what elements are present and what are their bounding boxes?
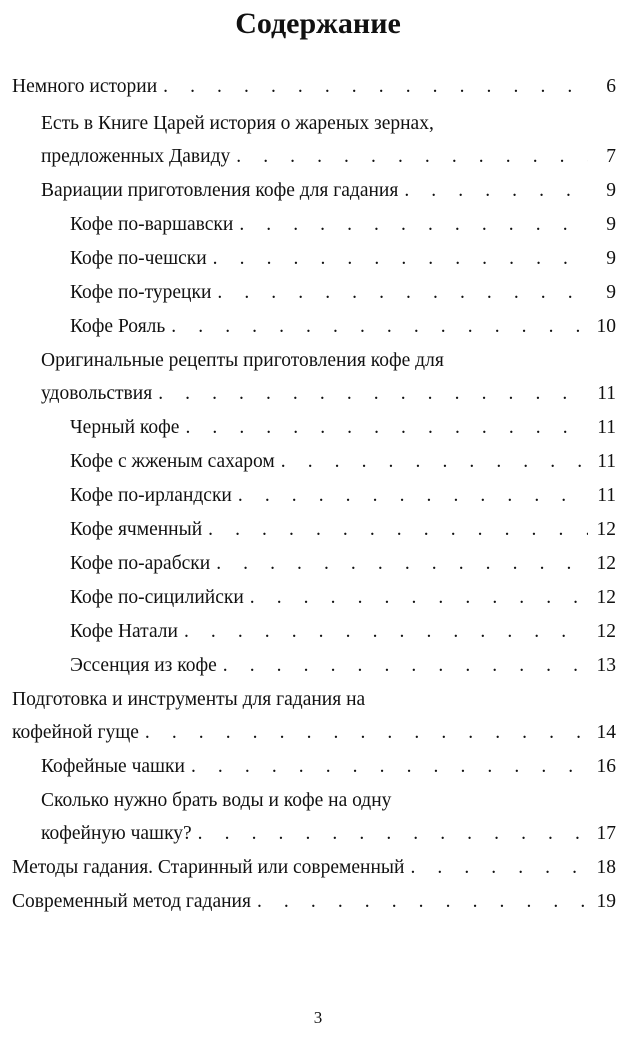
toc-entry-title: кофейную чашку? [41, 823, 192, 844]
toc-entry[interactable] [70, 445, 616, 478]
toc-entry-title: кофейной гуще [12, 722, 139, 743]
dot-leader [410, 851, 588, 884]
dot-leader [163, 70, 588, 103]
dot-leader [145, 716, 588, 749]
dot-leader [250, 581, 588, 614]
dot-leader [213, 242, 588, 275]
toc-entry-page: 9 [606, 180, 616, 201]
dot-leader [404, 174, 588, 207]
page-title: Содержание [235, 7, 401, 40]
toc-entry-title: удовольствия [41, 383, 153, 404]
toc-entry-title: Кофе по-турецки [70, 282, 212, 303]
toc-entry-title-line: Сколько нужно брать воды и кофе на одну [41, 790, 392, 811]
dot-leader [158, 377, 588, 410]
toc-entry-title: Кофе ячменный [70, 519, 203, 540]
toc-entry-page: 16 [596, 756, 616, 777]
dot-leader [281, 445, 588, 478]
toc-entry-page: 19 [596, 891, 616, 912]
toc-entry-title: Кофе Натали [70, 621, 178, 642]
dot-leader [223, 649, 588, 682]
toc-entry-title: Методы гадания. Старинный или современный [12, 857, 405, 878]
toc-entry-title: Кофе по-варшавски [70, 214, 234, 235]
toc-entry-page: 12 [596, 587, 616, 608]
toc-entry-title: Кофе по-арабски [70, 553, 211, 574]
toc-entry[interactable] [41, 784, 616, 850]
toc-entry-page: 12 [596, 553, 616, 574]
toc-entry-page: 11 [597, 485, 616, 506]
toc-entry-title: Современный метод гадания [12, 891, 251, 912]
dot-leader [217, 276, 588, 309]
dot-leader [185, 411, 588, 444]
toc-entry-page: 9 [606, 248, 616, 269]
toc-entry-title: Кофе по-сицилийски [70, 587, 244, 608]
toc-entry[interactable] [70, 208, 616, 241]
dot-leader [208, 513, 588, 546]
toc-entry[interactable] [70, 276, 616, 309]
toc-entry-title-line: Оригинальные рецепты приготовления кофе для [41, 350, 444, 371]
toc-entry[interactable] [41, 344, 616, 410]
toc-entry-page: 13 [596, 655, 616, 676]
dot-leader [216, 547, 588, 580]
toc-entry-page: 18 [596, 857, 616, 878]
toc-entry[interactable] [70, 513, 616, 546]
toc-entry-title: предложенных Давиду [41, 146, 231, 167]
page-number: 3 [313, 1008, 323, 1027]
dot-leader [257, 885, 588, 918]
toc-entry-title: Кофе по-ирландски [70, 485, 232, 506]
dot-leader [184, 615, 588, 648]
toc-entry-title: Кофейные чашки [41, 756, 185, 777]
toc-entry[interactable] [41, 174, 616, 207]
dot-leader [191, 750, 588, 783]
toc-entry-page: 14 [596, 722, 616, 743]
toc-entry[interactable] [70, 479, 616, 512]
toc-entry[interactable] [70, 310, 616, 343]
dot-leader [171, 310, 588, 343]
toc-entry-title-line: Подготовка и инструменты для гадания на [12, 689, 366, 710]
toc-entry-page: 10 [596, 316, 616, 337]
toc-entry-page: 11 [597, 451, 616, 472]
toc-entry[interactable] [12, 70, 616, 103]
toc-entry[interactable] [70, 649, 616, 682]
toc-entry-title: Кофе по-чешски [70, 248, 207, 269]
toc-entry-page: 7 [606, 146, 616, 167]
toc-entry[interactable] [41, 750, 616, 783]
toc-entry-page: 17 [596, 823, 616, 844]
toc-entry-title: Кофе Рояль [70, 316, 166, 337]
toc-entry-title: Немного истории [12, 76, 158, 97]
toc-entry-title: Черный кофе [70, 417, 180, 438]
toc-entry-page: 6 [606, 76, 616, 97]
toc-entry[interactable] [12, 851, 616, 884]
toc-entry-page: 9 [606, 214, 616, 235]
toc-entry-page: 11 [597, 417, 616, 438]
dot-leader [239, 208, 588, 241]
toc-entry[interactable] [70, 411, 616, 444]
toc-entry[interactable] [70, 615, 616, 648]
toc-entry[interactable] [70, 581, 616, 614]
toc-entry-title: Кофе с жженым сахаром [70, 451, 275, 472]
toc-entry-title: Вариации приготовления кофе для гадания [41, 180, 399, 201]
toc-entry-page: 9 [606, 282, 616, 303]
toc-entry-page: 12 [596, 519, 616, 540]
toc-entry[interactable] [70, 547, 616, 580]
toc-entry[interactable] [12, 885, 616, 918]
toc-entry-page: 11 [597, 383, 616, 404]
toc-entry[interactable] [41, 107, 616, 173]
toc-entry-page: 12 [596, 621, 616, 642]
dot-leader [198, 817, 588, 850]
toc-entry[interactable] [70, 242, 616, 275]
toc-entry[interactable] [12, 683, 616, 749]
toc-entry-title-line: Есть в Книге Царей история о жареных зернах, [41, 113, 434, 134]
dot-leader [236, 140, 588, 173]
dot-leader [238, 479, 588, 512]
toc-entry-title: Эссенция из кофе [70, 655, 217, 676]
